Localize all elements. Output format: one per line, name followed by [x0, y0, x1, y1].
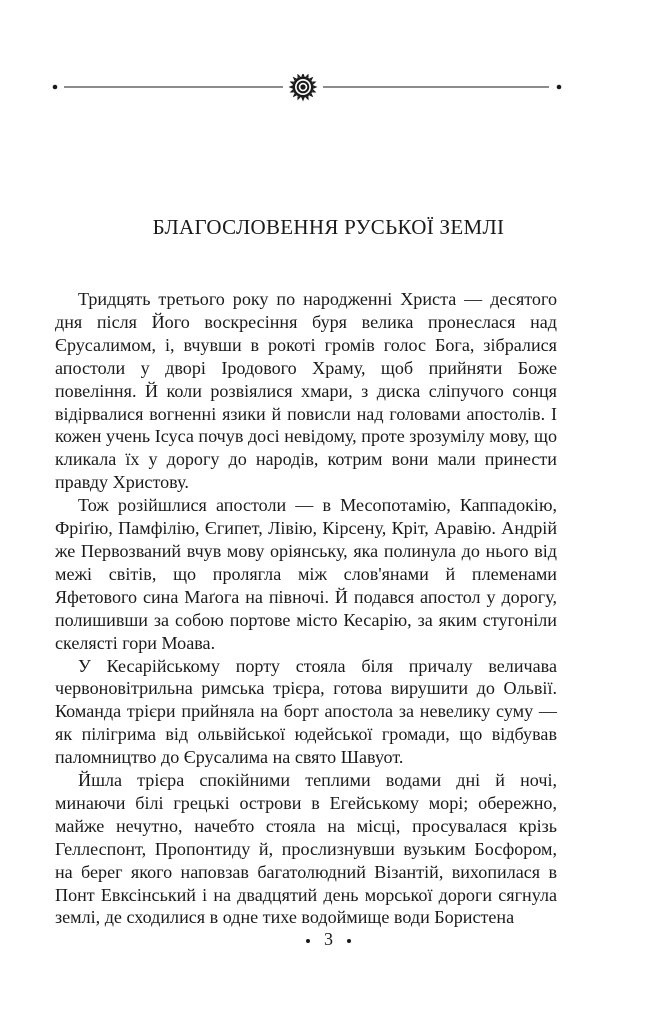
- chapter-title: БЛАГОСЛОВЕННЯ РУСЬКОЇ ЗЕМЛІ: [152, 215, 505, 239]
- bullet-icon: [347, 939, 351, 943]
- header-ornament: [52, 74, 562, 104]
- bullet-icon: [306, 939, 310, 943]
- paragraph: Йшла трієра спокійними теплими водами дні й ночі, минаючи білі грецькі острови в Егейському морі; обережно, майже нечутно, начебто стояла на місці, просувалася крізь Геллеспонт, Пропонтиду й, прослизнувши вузьким Босфором, на берег якого наповзав багатолюдний Візантій, вихопилася в Понт Евксінський і на двадцятий день морської дороги сягнула землі, де сходилися в одне тихе водоймище води Бористена: [55, 770, 557, 928]
- body-text: [55, 288, 557, 929]
- paragraph: Тридцять третього року по народженні Христа — десятого дня після Його воскресіння буря велика пронеслася над Єрусалимом, і, вчувши в рокоті громів голос Бога, зібралися апостоли у дворі Іродового Храму, щоб прийняти Боже повеління. Й коли розвіялися хмари, з диска сліпучого сонця відірвалися вогненні язики й повисли над головами апостолів. І кожен учень Ісуса почув досі невідому, проте зрозумілу мову, що кликала їх у дорогу до народів, котрим вони мали принести правду Христову.: [55, 289, 557, 493]
- page-footer: [0, 929, 657, 950]
- paragraph: Тож розійшлися апостоли — в Месопотамію, Каппадокію, Фріґію, Памфілію, Єгипет, Лівію, Кірсену, Кріт, Аравію. Андрій же Первозваний вчув мову оріянську, яка полинула до нього від межі світів, що пролягла між слов'янами й племенами Яфетового сина Маґога на півночі. Й подався апостол у дорогу, полишивши за собою портове місто Кесарію, за яким стугоніли скелясті гори Моава.: [55, 495, 557, 653]
- page-number: 3: [324, 929, 333, 949]
- paragraph: У Кесарійському порту стояла біля причалу величава червоновітрильна римська трієра, готова вирушити до Ольвії. Команда трієри прийняла на борт апостола за невелику суму — як пілігрима від ольвійської юдейської громади, що відбував паломництво до Єрусалима на свято Шавуот.: [55, 655, 557, 768]
- sun-rosette-icon: [52, 74, 562, 104]
